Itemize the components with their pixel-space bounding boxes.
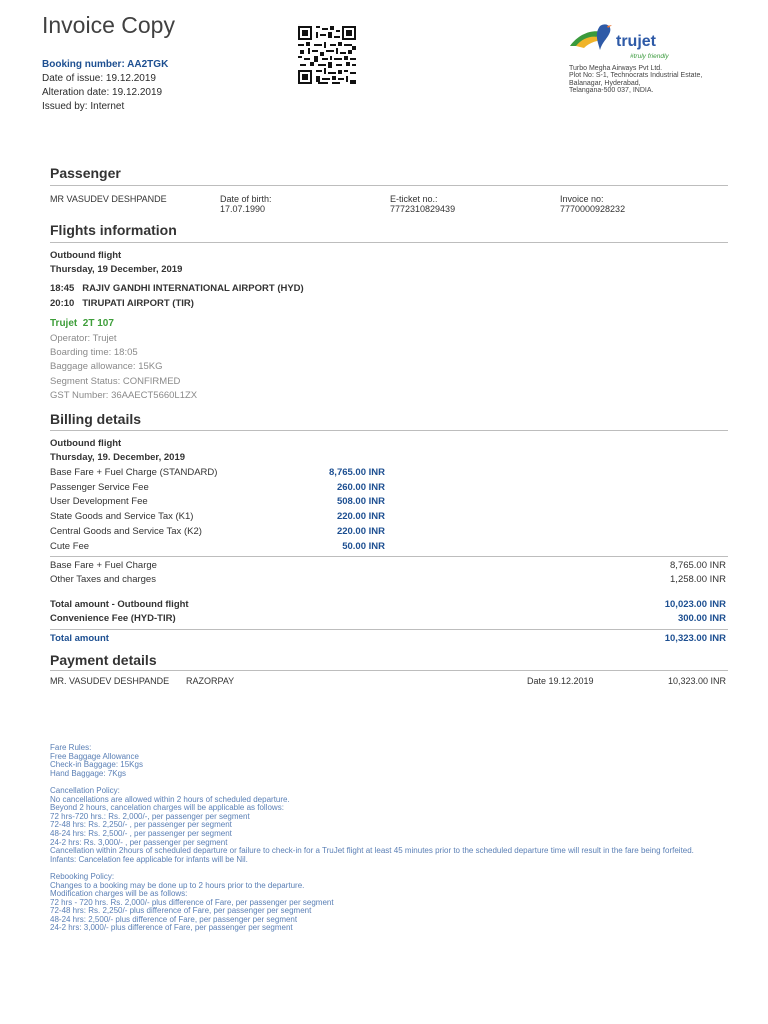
cancellation-line: Beyond 2 hours, cancelation charges will be applicable as follows: [50, 803, 284, 813]
payment-date: Date 19.12.2019 [527, 676, 594, 686]
company-line: Telangana-500 037, INDIA. [569, 86, 654, 94]
summary-row [50, 574, 726, 588]
invoice-block [560, 194, 625, 214]
billing-row-amount: 508.00 INR [336, 496, 385, 507]
cancellation-line: No cancellations are allowed within 2 hours of scheduled departure. [50, 794, 290, 804]
logo-text: trujet [616, 33, 656, 50]
divider [50, 185, 728, 186]
total-outbound-row [50, 599, 726, 613]
divider [50, 629, 728, 630]
billing-row [50, 526, 728, 541]
total-outbound-amount: 10,023.00 INR [664, 599, 726, 610]
billing-row-amount: 220.00 INR [336, 511, 385, 522]
alteration-date: Alteration date: 19.12.2019 [42, 87, 163, 98]
company-line: Turbo Megha Airways Pvt Ltd. [569, 65, 663, 72]
flight-direction: Outbound flight [50, 250, 122, 261]
passenger-name: MR VASUDEV DESHPANDE [50, 194, 167, 204]
company-line: Balanagar, Hyderabad, [569, 79, 641, 87]
rebooking-line: Rebooking Policy: [50, 871, 115, 881]
dob-value: 17.07.1990 [220, 204, 266, 214]
boarding-time: Boarding time: 18:05 [50, 347, 138, 358]
billing-heading: Billing details [50, 411, 142, 427]
billing-row-amount: 220.00 INR [336, 526, 385, 537]
billing-row [50, 511, 728, 526]
billing-row-label: Base Fare + Fuel Charge (STANDARD) [50, 467, 218, 478]
billing-row-label: Passenger Service Fee [50, 482, 149, 493]
summary-amount: 1,258.00 INR [670, 574, 726, 585]
rebooking-line: 24-2 hrs: 3,000/- plus difference of Fare, per passenger per segment [50, 923, 293, 933]
cancellation-line: 48-24 hrs: Rs. 2,500/- , per passenger per segment [50, 828, 232, 838]
fare-rules-line: Free Baggage Allowance [50, 751, 139, 761]
dob-block [220, 194, 272, 214]
divider [50, 242, 728, 243]
baggage-allowance: Baggage allowance: 15KG [50, 361, 163, 372]
invoice-value: 7770000928232 [560, 204, 626, 214]
billing-row-label: Cute Fee [50, 541, 90, 552]
booking-number: Booking number: AA2TGK [42, 59, 169, 70]
passenger-heading: Passenger [50, 165, 121, 181]
total-row [50, 633, 726, 647]
flights-heading: Flights information [50, 222, 177, 238]
arrival-line: 20:10 TIRUPATI AIRPORT (TIR) [50, 298, 194, 309]
company-address [569, 65, 729, 94]
cancellation-line: 72 hrs-720 hrs.: Rs. 2,000/-, per passenger per segment [50, 811, 250, 821]
cancellation-line: Cancellation Policy: [50, 785, 120, 795]
company-line: Plot No: S-1, Technocrats Industrial Estate, [569, 72, 703, 80]
convenience-fee-label: Convenience Fee (HYD-TIR) [50, 613, 176, 624]
booking-info [42, 58, 168, 114]
divider [50, 430, 728, 431]
total-amount: 10,323.00 INR [664, 633, 726, 644]
payment-amount: 10,323.00 INR [667, 676, 726, 686]
fare-rules-line: Hand Baggage: 7Kgs [50, 768, 127, 778]
operator: Operator: Trujet [50, 333, 117, 344]
convenience-fee-row [50, 613, 726, 627]
cancellation-line: Cancellation within 2hours of scheduled departure or failure to check-in for a TruJet flight at least 45 minutes prior to the scheduled departure time will result in the fare being forfeited. [50, 846, 694, 856]
billing-date: Thursday, 19. December, 2019 [50, 452, 186, 463]
page-title: Invoice Copy [42, 12, 175, 38]
billing-direction: Outbound flight [50, 438, 122, 449]
divider [50, 670, 728, 671]
total-label: Total amount [50, 633, 109, 644]
rebooking-line: 72 hrs - 720 hrs. Rs. 2,000/- plus difference of Fare, per passenger per segment [50, 897, 334, 907]
eticket-label: E-ticket no.: [390, 194, 438, 204]
summary-row [50, 560, 726, 574]
flight-number: Trujet 2T 107 [50, 318, 114, 329]
segment-status: Segment Status: CONFIRMED [50, 376, 181, 387]
payer-name: MR. VASUDEV DESHPANDE [50, 676, 170, 686]
gst-number: GST Number: 36AAECT5660L1ZX [50, 390, 198, 401]
invoice-label: Invoice no: [560, 194, 604, 204]
logo-tagline: #truly friendly [630, 53, 669, 60]
billing-row [50, 496, 728, 511]
divider [50, 556, 728, 557]
summary-label: Other Taxes and charges [50, 574, 156, 585]
billing-row-amount: 260.00 INR [336, 482, 385, 493]
date-of-issue: Date of issue: 19.12.2019 [42, 73, 156, 84]
summary-label: Base Fare + Fuel Charge [50, 560, 157, 571]
fare-rules [50, 744, 730, 933]
billing-row-amount: 50.00 INR [342, 541, 385, 552]
cancellation-line: 24-2 hrs: Rs. 3,000/- , per passenger per segment [50, 837, 228, 847]
cancellation-line: 72-48 hrs: Rs. 2,250/- , per passenger per segment [50, 820, 232, 830]
billing-row [50, 467, 728, 482]
trujet-logo [566, 20, 686, 64]
billing-row-label: User Development Fee [50, 496, 148, 507]
fare-rules-line: Check-in Baggage: 15Kgs [50, 760, 143, 770]
payment-method: RAZORPAY [186, 676, 235, 686]
rebooking-line: 48-24 hrs: 2,500/- plus difference of Fare, per passenger per segment [50, 914, 298, 924]
rebooking-line: 72-48 hrs: Rs. 2,250/- plus difference of Fare, per passenger per segment [50, 906, 312, 916]
billing-row [50, 541, 728, 556]
departure-line: 18:45 RAJIV GANDHI INTERNATIONAL AIRPORT (HYD) [50, 283, 304, 294]
cancellation-line: Infants: Cancelation fee applicable for infants will be Nil. [50, 854, 248, 864]
eticket-block [390, 194, 455, 214]
issued-by: Issued by: Internet [42, 101, 125, 112]
billing-row-amount: 8,765.00 INR [329, 467, 385, 478]
eticket-value: 7772310829439 [390, 204, 456, 214]
summary-amount: 8,765.00 INR [670, 560, 726, 571]
fare-rules-line: Fare Rules: [50, 743, 92, 752]
payment-heading: Payment details [50, 652, 157, 668]
rebooking-line: Modification charges will be as follows: [50, 889, 188, 899]
billing-row-label: State Goods and Service Tax (K1) [50, 511, 194, 522]
flight-date: Thursday, 19 December, 2019 [50, 264, 183, 275]
billing-row [50, 482, 728, 497]
total-outbound-label: Total amount - Outbound flight [50, 599, 189, 610]
billing-row-label: Central Goods and Service Tax (K2) [50, 526, 202, 537]
convenience-fee-amount: 300.00 INR [677, 613, 726, 624]
qr-code-icon [298, 26, 356, 84]
rebooking-line: Changes to a booking may be done up to 2 hours prior to the departure. [50, 880, 305, 890]
dob-label: Date of birth: [220, 194, 272, 204]
